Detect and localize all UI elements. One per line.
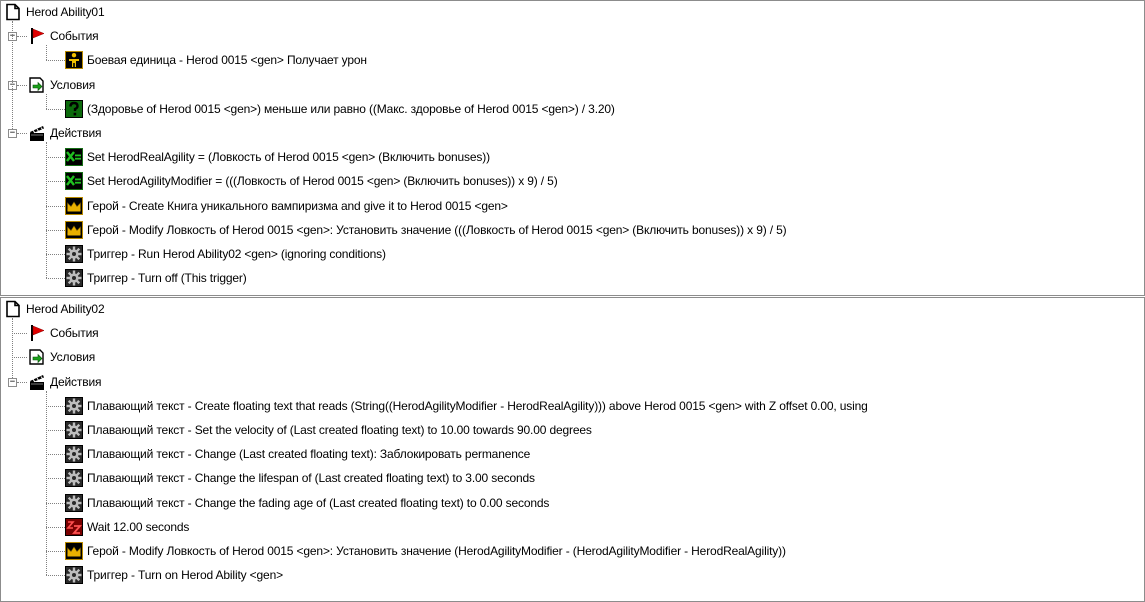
- tree-line: [46, 142, 47, 278]
- trigger-gear-icon: [65, 494, 83, 512]
- section-events-label: События: [50, 326, 99, 341]
- trigger-page-icon: [4, 300, 22, 318]
- trigger-gear-icon: [65, 445, 83, 463]
- tree-item[interactable]: [65, 97, 615, 121]
- trigger-gear-icon: [65, 245, 83, 263]
- collapse-toggle[interactable]: −: [9, 79, 16, 90]
- tree-line: [46, 391, 47, 576]
- condition-question-icon: [65, 100, 83, 118]
- section-events[interactable]: [28, 24, 99, 48]
- tree-line: [17, 382, 27, 383]
- tree-line: [12, 21, 13, 129]
- set-variable-icon: [65, 148, 83, 166]
- tree-item-label: Герой - Modify Ловкость of Herod 0015 <gen>: Установить значение (HerodAgilityModifier - (HerodAgilityModifier - HerodRealAgility)): [87, 544, 786, 558]
- tree-line: [46, 406, 65, 407]
- hero-crown-icon: [65, 197, 83, 215]
- actions-clapper-icon: [28, 373, 46, 391]
- tree-item-label: (Здоровье of Herod 0015 <gen>) меньше или равно ((Макс. здоровье of Herod 0015 <gen>) / 3.20): [87, 101, 615, 116]
- tree-item-label: Set HerodRealAgility = (Ловкость of Herod 0015 <gen> (Включить bonuses)): [87, 150, 490, 165]
- tree-line: [46, 430, 65, 431]
- tree-line: [17, 85, 27, 86]
- tree-item[interactable]: [65, 466, 535, 490]
- section-conditions-label: Условия: [50, 77, 96, 92]
- tree-item-label: Плавающий текст - Create floating text that reads (String((HerodAgilityModifier - HerodRealAgility))) above Herod 0015 <gen> with Z offset 0.00, using: [87, 398, 868, 413]
- trigger-root-label: Herod Ability02: [26, 302, 105, 316]
- actions-clapper-icon: [28, 124, 46, 142]
- trigger-gear-icon: [65, 397, 83, 415]
- tree-item-label: Боевая единица - Herod 0015 <gen> Получает урон: [87, 53, 367, 68]
- tree-line: [46, 181, 65, 182]
- tree-item-label: Триггер - Turn on Herod Ability <gen>: [87, 568, 283, 583]
- tree-item-label: Плавающий текст - Change the lifespan of (Last created floating text) to 3.00 seconds: [87, 471, 535, 486]
- trigger-gear-icon: [65, 421, 83, 439]
- tree-line: [46, 454, 65, 455]
- tree-line: [17, 36, 27, 37]
- tree-line: [46, 206, 65, 207]
- tree-item-label: Триггер - Turn off (This trigger): [87, 271, 247, 286]
- events-flag-icon: [28, 324, 46, 342]
- tree-item[interactable]: [65, 515, 189, 539]
- tree-line: [12, 357, 27, 358]
- section-conditions[interactable]: [28, 345, 95, 369]
- tree-line: [17, 133, 27, 134]
- collapse-toggle[interactable]: −: [9, 31, 16, 42]
- tree-line: [46, 94, 47, 109]
- tree-line: [46, 157, 65, 158]
- hero-crown-icon: [65, 221, 83, 239]
- tree-item[interactable]: [65, 418, 592, 442]
- tree-line: [12, 333, 27, 334]
- unit-icon: [65, 51, 83, 69]
- tree-line: [46, 527, 65, 528]
- tree-line: [46, 60, 65, 61]
- trigger-root[interactable]: [4, 297, 104, 321]
- tree-line: [46, 503, 65, 504]
- tree-item[interactable]: [65, 266, 247, 290]
- tree-item[interactable]: [65, 394, 868, 418]
- collapse-toggle[interactable]: −: [9, 376, 16, 387]
- tree-item-label: Плавающий текст - Set the velocity of (Last created floating text) to 10.00 towards 90.00 degrees: [87, 423, 592, 437]
- tree-item[interactable]: [65, 491, 549, 515]
- section-conditions-label: Условия: [50, 350, 96, 365]
- tree-item[interactable]: [65, 48, 367, 72]
- tree-item-label: Герой - Modify Ловкость of Herod 0015 <gen>: Установить значение (((Ловкость of Herod 0015 <gen> (Включить bonuses)) x 9) / 5): [87, 222, 787, 237]
- tree-line: [46, 551, 65, 552]
- trigger-panel-herod-ability02: [0, 297, 1145, 602]
- tree-line: [46, 478, 65, 479]
- tree-item[interactable]: [65, 539, 786, 563]
- trigger-gear-icon: [65, 566, 83, 584]
- tree-item[interactable]: [65, 145, 490, 169]
- tree-line: [46, 109, 65, 110]
- set-variable-icon: [65, 172, 83, 190]
- tree-line: [46, 254, 65, 255]
- section-actions[interactable]: [28, 370, 101, 394]
- tree-item[interactable]: [65, 169, 558, 193]
- tree-item-label: Герой - Create Книга уникального вампиризма and give it to Herod 0015 <gen>: [87, 198, 508, 213]
- trigger-root[interactable]: [4, 0, 104, 24]
- trigger-page-icon: [4, 3, 22, 21]
- tree-item[interactable]: [65, 218, 786, 242]
- tree-line: [46, 230, 65, 231]
- collapse-toggle[interactable]: −: [9, 128, 16, 138]
- section-events-label: События: [50, 29, 99, 44]
- tree-item[interactable]: [65, 442, 530, 466]
- events-flag-icon: [28, 27, 46, 45]
- section-actions-label: Действия: [50, 374, 102, 389]
- tree-item-label: Set HerodAgilityModifier = (((Ловкость of Herod 0015 <gen> (Включить bonuses)) x 9) / 5): [87, 174, 558, 189]
- tree-item-label: Плавающий текст - Change (Last created floating text): Заблокировать permanence: [87, 447, 531, 462]
- tree-item[interactable]: [65, 563, 283, 587]
- section-actions-label: Действия: [50, 126, 102, 140]
- tree-item-label: Триггер - Run Herod Ability02 <gen> (ignoring conditions): [87, 247, 386, 261]
- section-events[interactable]: [28, 321, 99, 345]
- conditions-icon: [28, 76, 46, 94]
- tree-item[interactable]: [65, 242, 386, 266]
- trigger-gear-icon: [65, 269, 83, 287]
- trigger-panel-herod-ability01: [0, 0, 1145, 296]
- tree-line: [46, 278, 65, 279]
- trigger-gear-icon: [65, 469, 83, 487]
- section-actions[interactable]: [28, 121, 101, 145]
- hero-crown-icon: [65, 542, 83, 560]
- tree-item[interactable]: [65, 194, 508, 218]
- tree-line: [12, 318, 13, 378]
- trigger-root-label: Herod Ability01: [26, 5, 105, 19]
- tree-item-label: Плавающий текст - Change the fading age of (Last created floating text) to 0.00 seconds: [87, 495, 550, 510]
- wait-icon: [65, 518, 83, 536]
- section-conditions[interactable]: [28, 73, 95, 97]
- tree-item-label: Wait 12.00 seconds: [87, 519, 190, 534]
- tree-line: [46, 575, 65, 576]
- conditions-icon: [28, 348, 46, 366]
- tree-line: [46, 45, 47, 60]
